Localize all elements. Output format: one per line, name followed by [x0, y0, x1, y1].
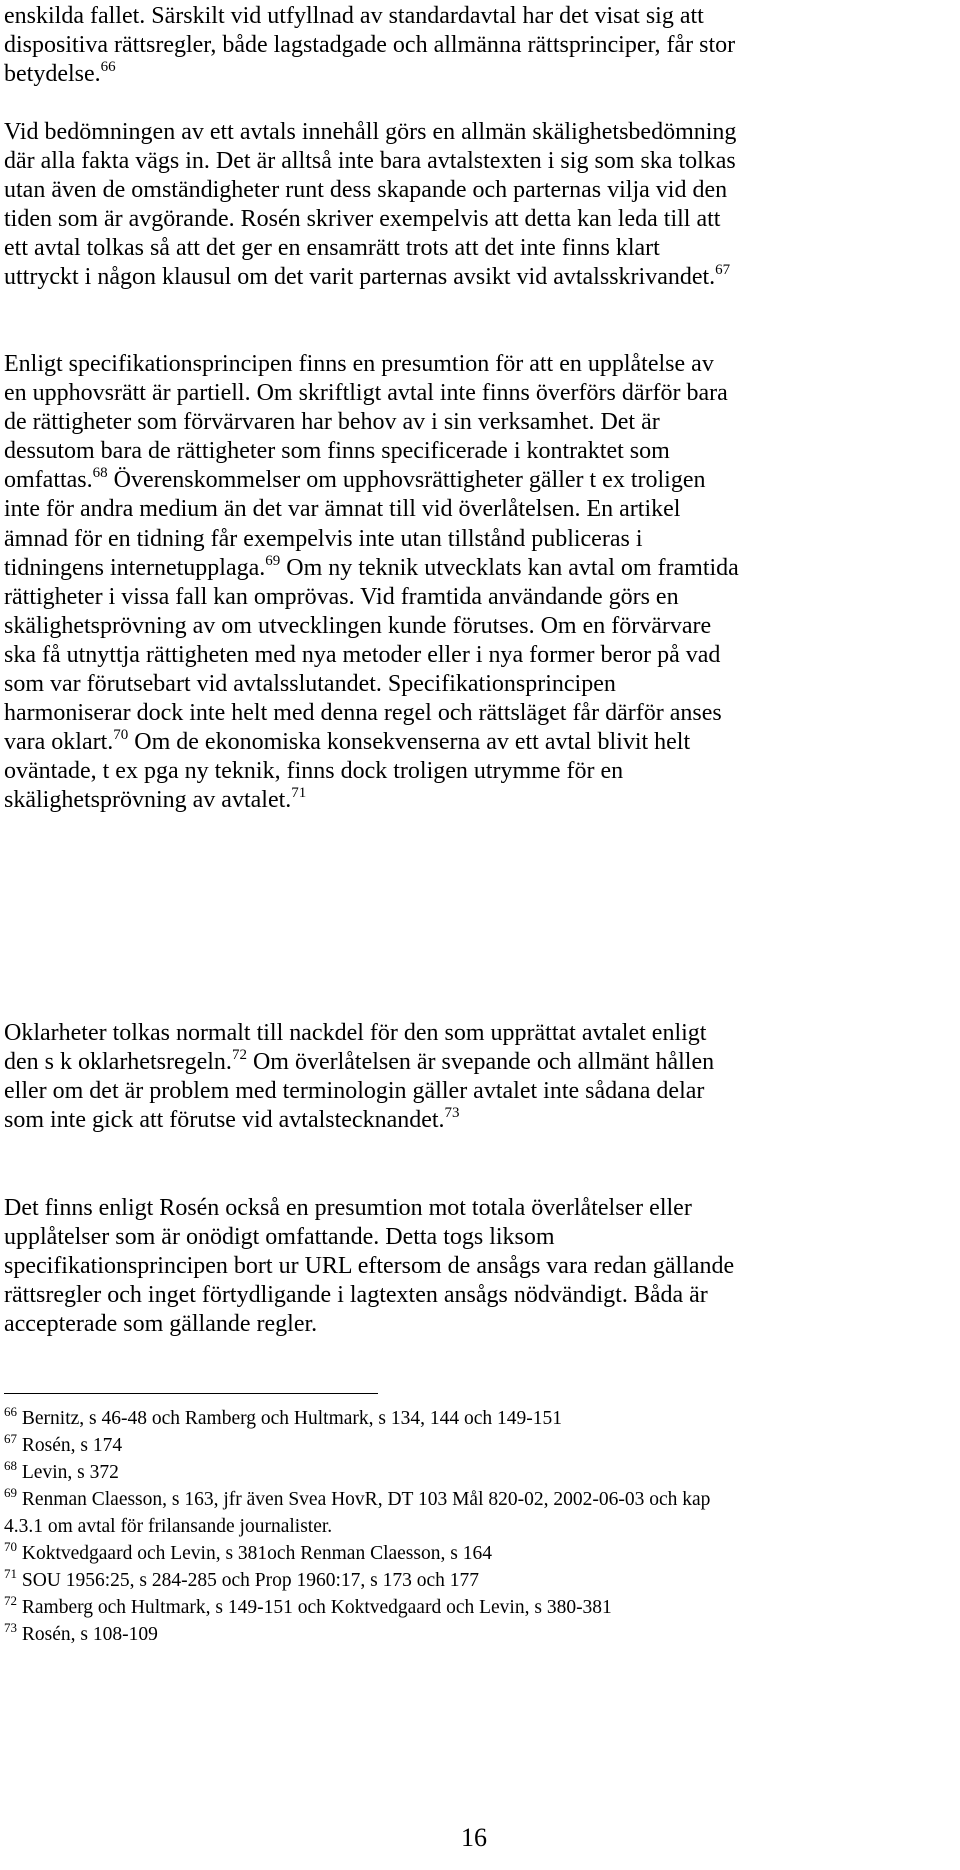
body-paragraph-2 — [4, 118, 736, 293]
footnote-number: 71 — [4, 1566, 17, 1581]
footnote-text: Bernitz, s 46-48 och Ramberg och Hultmark, s 134, 144 och 149-151 — [17, 1408, 563, 1429]
footnote-number: 69 — [4, 1485, 17, 1500]
page-number: 16 — [461, 1823, 487, 1852]
footnote-69 — [4, 1486, 944, 1540]
footnote-text: Renman Claesson, s 163, jfr även Svea HovR, DT 103 Mål 820-02, 2002-06-03 och kap 4.3.1 om avtal för frilansande journalister. — [4, 1489, 711, 1537]
footnote-reference: 69 — [265, 552, 281, 569]
footnote-number: 66 — [4, 1404, 17, 1419]
body-paragraph-4 — [4, 1019, 714, 1135]
paragraph-text: Det finns enligt Rosén också en presumtion mot totala överlåtelser eller upplåtelser som är onödigt omfattande. Detta togs liksom specifikationsprincipen bort ur URL eftersom de ansågs vara redan gällande rättsregler och inget förtydligande i lagtexten ansågs nödvändigt. Båda är accepterade som gällande regler. — [4, 1195, 735, 1338]
footnote-reference: 67 — [715, 262, 731, 279]
footnote-66 — [4, 1405, 944, 1432]
footnote-text: Koktvedgaard och Levin, s 381och Renman Claesson, s 164 — [17, 1543, 492, 1564]
body-paragraph-1 — [4, 2, 735, 89]
paragraph-text: Om ny teknik utvecklats kan avtal om framtida rättigheter i vissa fall kan omprövas. Vid framtida användande görs en skälighetsprövning av om utvecklingen kunde förutses. Om en förvärvare ska få utnyttja rättigheten med nya metoder eller i nya former beror på vad som var förutsebart vid avtalsslutandet. Specifikationsprincipen harmoniserar dock inte helt med denna regel och rättsläget får därför anses vara oklart. — [4, 554, 739, 756]
footnote-reference: 71 — [291, 785, 307, 802]
footnote-number: 73 — [4, 1620, 17, 1635]
footnote-reference: 70 — [113, 727, 129, 744]
body-paragraph-5 — [4, 1194, 734, 1339]
footnote-number: 70 — [4, 1539, 17, 1554]
footnote-text: Ramberg och Hultmark, s 149-151 och Koktvedgaard och Levin, s 380-381 — [17, 1597, 612, 1618]
paragraph-text: Vid bedömningen av ett avtals innehåll görs en allmän skälighetsbedömning där alla fakta vägs in. Det är alltså inte bara avtalstexten i sig som ska tolkas utan även de omständigheter runt dess skapande och parternas vilja vid den tiden som är avgörande. Rosén skriver exempelvis att detta kan leda till att ett avtal tolkas så att det ger en ensamrätt trots att det inte finns klart uttryckt i någon klausul om det varit parternas avsikt vid avtalsskrivandet. — [4, 119, 737, 291]
footnote-reference: 68 — [92, 465, 108, 482]
footnote-text: SOU 1956:25, s 284-285 och Prop 1960:17, s 173 och 177 — [17, 1570, 480, 1591]
paragraph-text: Om de ekonomiska konsekvenserna av ett avtal blivit helt oväntade, t ex pga ny teknik, finns dock troligen utrymme för en skälighetsprövning av avtalet. — [4, 729, 691, 814]
footnote-71 — [4, 1567, 944, 1594]
paragraph-text: Överenskommelser om upphovsrättigheter gäller t ex troligen inte för andra medium än det var ämnat till vid överlåtelsen. En artikel ämnad för en tidning får exempelvis inte utan tillstånd publiceras i tidningens internetupplaga. — [4, 467, 706, 581]
paragraph-text: Enligt specifikationsprincipen finns en presumtion för att en upplåtelse av en upphovsrätt är partiell. Om skriftligt avtal inte finns överförs därför bara de rättigheter som förvärvaren har behov av i sin verksamhet. Det är dessutom bara de rättigheter som finns specificerade i kontraktet som omfattas. — [4, 351, 728, 494]
footnote-text: Rosén, s 174 — [17, 1435, 123, 1456]
footnote-number: 68 — [4, 1458, 17, 1473]
footnote-text: Levin, s 372 — [17, 1462, 119, 1483]
footnote-reference: 73 — [444, 1105, 460, 1122]
footnote-73 — [4, 1621, 944, 1648]
footnote-67 — [4, 1432, 944, 1459]
paragraph-text: enskilda fallet. Särskilt vid utfyllnad av standardavtal har det visat sig att dispositiva rättsregler, både lagstadgade och allmänna rättsprinciper, får stor betydelse. — [4, 3, 736, 88]
body-paragraph-3 — [4, 350, 739, 816]
footnotes-section — [4, 1405, 944, 1648]
footnote-70 — [4, 1540, 944, 1567]
paragraph-text: Oklarheter tolkas normalt till nackdel för den som upprättat avtalet enligt den s k oklarhetsregeln. — [4, 1020, 707, 1076]
footnote-72 — [4, 1594, 944, 1621]
footnote-number: 72 — [4, 1593, 17, 1608]
footnote-separator — [4, 1393, 378, 1394]
paragraph-text: Om överlåtelsen är svepande och allmänt hållen eller om det är problem med terminologin gäller avtalet inte sådana delar som inte gick att förutse vid avtalstecknandet. — [4, 1049, 715, 1134]
footnote-number: 67 — [4, 1431, 17, 1446]
footnote-text: Rosén, s 108-109 — [17, 1624, 158, 1645]
footnote-68 — [4, 1459, 944, 1486]
footnote-reference: 66 — [100, 59, 116, 76]
footnote-reference: 72 — [231, 1047, 247, 1064]
